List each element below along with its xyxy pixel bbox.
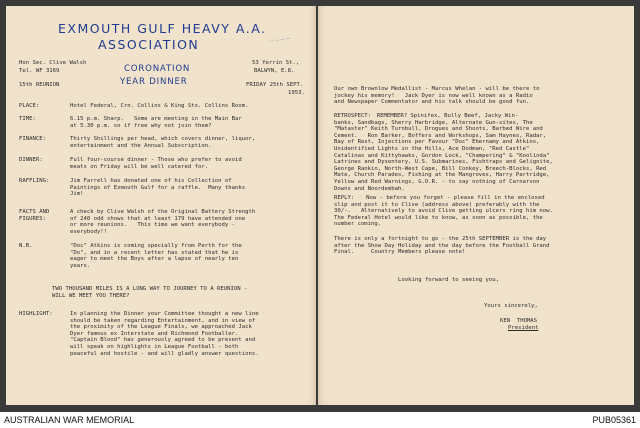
- nb-label: N.B.: [19, 243, 33, 249]
- address-line2: BALWYN, E.8.: [254, 68, 295, 74]
- archive-credit: AUSTRALIAN WAR MEMORIAL: [4, 415, 135, 425]
- place-text: Hotel Federal, Crn. Collins & King Sts. Collins Room.: [70, 103, 249, 109]
- intro-paragraph: Our own Brownlow Medallist - Marcus Whelan - will be there to jockey his memory! Jack Dyer is now well known as a Radio and Newspaper Commentator and his talk should be good fun.: [334, 86, 540, 106]
- fortnight-paragraph: There is only a fortnight to go - the 25th SEPTEMBER is the day after the Show Day Holiday and the day before the Football Grand Final. Country Members please note!: [334, 236, 550, 256]
- event-date-line2: 1953.: [288, 90, 305, 96]
- hon-sec: Hon Sec. Clive Walsh: [19, 60, 87, 66]
- facts-figures-label: FACTS AND FIGURES:: [19, 209, 50, 222]
- address-line1: 53 Yerrin St.,: [252, 60, 300, 66]
- raffling-text: Jim Farrell has donated one of his Collection of Paintings of Exmouth Gulf for a raffle. Many thanks Jim!: [70, 178, 246, 198]
- retrospect-label: RETROSPECT:: [334, 113, 372, 119]
- reunion-number: 15th REUNION: [19, 82, 60, 88]
- looking-forward: Looking forward to seeing you,: [398, 277, 500, 283]
- finance-text: Thirty Shillings per head, which covers dinner, liquor, entertainment and the Annual Subscription.: [70, 136, 256, 149]
- yours-sincerely: Yours sincerely,: [484, 303, 538, 309]
- event-date-line1: FRIDAY 25th SEPT.: [246, 82, 304, 88]
- journey-notice: TWO THOUSAND MILES IS A LONG WAY TO JOURNEY TO A REUNION - WILL WE MEET YOU THERE?: [52, 286, 248, 299]
- signatory-title: President: [508, 325, 539, 331]
- right-page: [318, 6, 634, 405]
- raffling-label: RAFFLING:: [19, 178, 50, 184]
- dinner-text: Full four-course dinner - Those who prefer to avoid meats on Friday will be well catered for.: [70, 157, 242, 170]
- highlight-label: HIGHLIGHT:: [19, 311, 53, 317]
- nb-text: "Doc" Atkins is coming specially from Perth for the "Do", and in a recent letter has stated that he is eager to meet the Boys after a lapse of nearly ten years.: [70, 243, 242, 269]
- telephone: Tel. WF 3169: [19, 68, 60, 74]
- left-page: [6, 6, 316, 405]
- time-label: TIME:: [19, 116, 36, 122]
- association-title-line2: ASSOCIATION: [98, 37, 200, 52]
- facts-figures-text: A check by Clive Walsh of the Original Battery Strength of 240 odd shows that at least 179 have attended one or more reunions. This time we want everybody - everybody!!: [70, 209, 256, 235]
- signatory-name: KEN THOMAS: [500, 318, 538, 324]
- dinner-label: DINNER:: [19, 157, 43, 163]
- association-title-line1: EXMOUTH GULF HEAVY A.A.: [58, 21, 267, 36]
- reply-text: Now - before you forget - please fill in the enclosed slip and post it to Clive (address above) preferably with the 30/-. Alternatively to avoid Clive getting ulcers ring him now. The Federal Hotel would like to know, as soon as possible, the number coming.: [334, 195, 553, 228]
- finance-label: FINANCE:: [19, 136, 46, 142]
- place-label: PLACE:: [19, 103, 40, 109]
- archive-footer: [0, 412, 640, 428]
- reply-label: REPLY:: [334, 195, 355, 201]
- time-text: 6.15 p.m. Sharp. Some are meeting in the Main Bar at 5.30 p.m. so if free why not join them?: [70, 116, 242, 129]
- archive-reference: PUB05361: [592, 415, 636, 425]
- event-title-line2: YEAR DINNER: [120, 77, 188, 87]
- event-title-line1: CORONATION: [124, 64, 191, 74]
- highlight-text: In planning the Dinner your Committee thought a new line should be taken regarding Entertainment, and in view of the proximity of the League Finals, we approached Jack Dyer famous ex Interstate and Richmond Footballer. "Captain Blood" has generously agreed to be present and will speak on highlights in League Football - both peaceful and hostile - and will gladly answer questions.: [70, 311, 259, 357]
- retrospect-text: REMEMBER? Spinifex, Bully Beef, Jacky Win- banks, Sandbags, Sherry Harbridge, Alternate Gun-sites, The "Mataster" Keith Turnbull, Drogues and Shoots, Barbed Wire and Cement. Ron Barker, Boffers and Workshops, Sam Haynes, Radar, Bay of Rest, Injections per Favour "Doc" Ehernamy and Atkins, Unidentified Lights in the Hills, Ace Dodman, "Red Castle" Catalinas and Kittyhawks, Gordon Lock, "Champering" & "Koolinda" Latrines and Dysentery, U.S. Submarines, Fishtraps and Gelignite, George Rankin, North-West Cape, Bill Conkey, Breech-Blocks, Red Mate, Church Parades, Fishing at the Mangroves, Harry Partridge, Yellow and Red Warnings, G.O.R. - to say nothing of Carnarvon Downs and Noordembah.: [334, 113, 553, 192]
- faint-stamp-mark: ~~~~: [267, 34, 292, 46]
